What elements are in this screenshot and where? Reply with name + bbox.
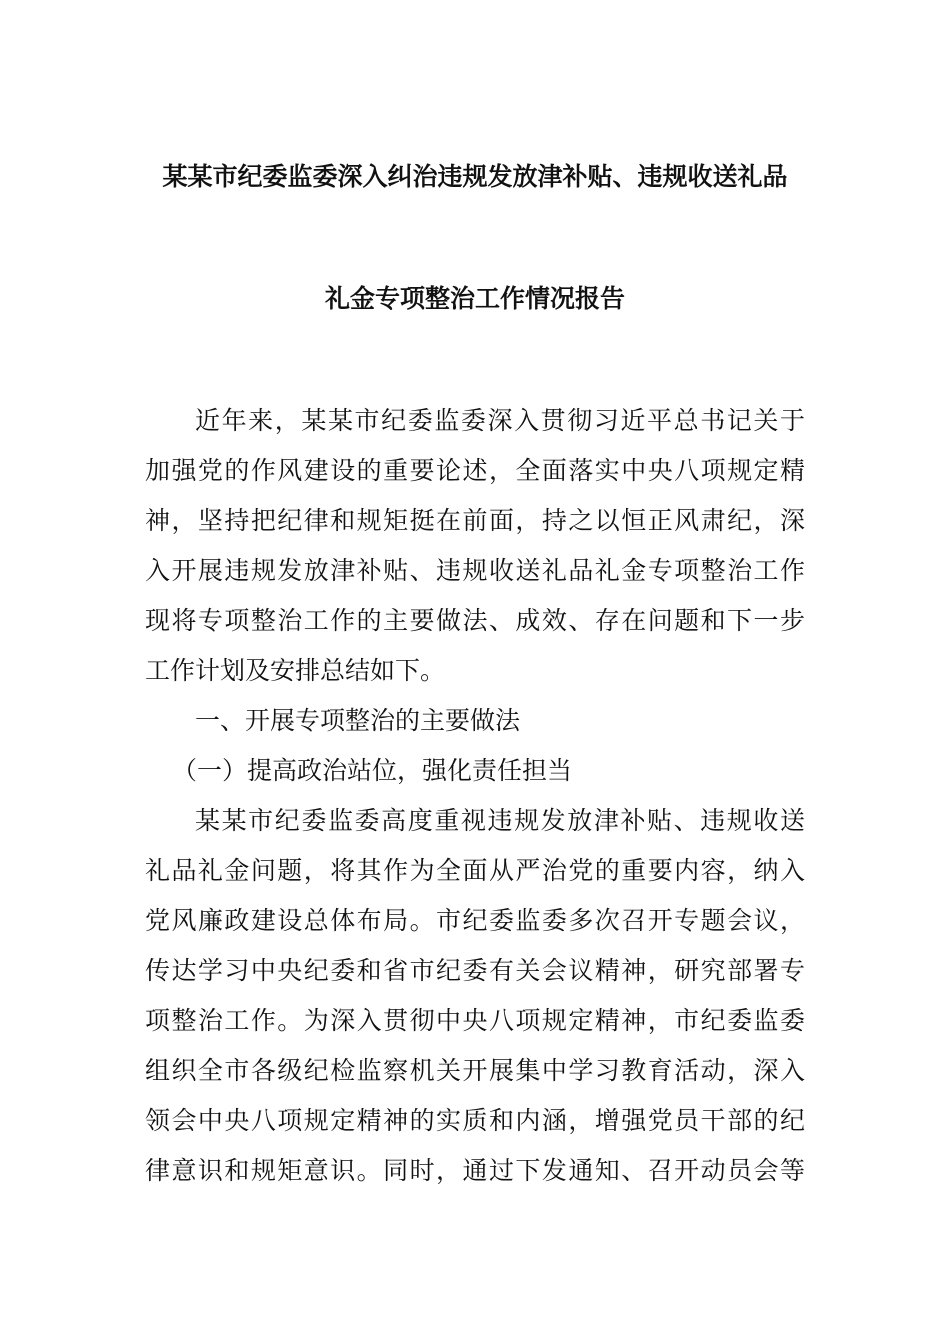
- subsection-1-heading: （一）提高政治站位，强化责任担当: [172, 756, 573, 785]
- paragraph-2-line: 传达学习中央纪委和省市纪委有关会议精神，研究部署专: [145, 956, 805, 985]
- document-title-line-2: 礼金专项整治工作情况报告: [324, 284, 625, 313]
- paragraph-2-line: 项整治工作。为深入贯彻中央八项规定精神，市纪委监委: [145, 1006, 805, 1035]
- paragraph-1-line: 工作计划及安排总结如下。: [145, 656, 446, 685]
- paragraph-2-line: 党风廉政建设总体布局。市纪委监委多次召开专题会议，: [145, 906, 805, 935]
- paragraph-2-line: 礼品礼金问题，将其作为全面从严治党的重要内容，纳入: [145, 856, 805, 885]
- paragraph-2-line: 律意识和规矩意识。同时，通过下发通知、召开动员会等: [145, 1156, 805, 1185]
- paragraph-1-line: 神，坚持把纪律和规矩挺在前面，持之以恒正风肃纪，深: [145, 506, 805, 535]
- paragraph-2-line: 某某市纪委监委高度重视违规发放津补贴、违规收送: [195, 806, 805, 835]
- paragraph-2-line: 组织全市各级纪检监察机关开展集中学习教育活动，深入: [145, 1056, 805, 1085]
- paragraph-1-line: 近年来，某某市纪委监委深入贯彻习近平总书记关于: [195, 406, 805, 435]
- paragraph-2-line: 领会中央八项规定精神的实质和内涵，增强党员干部的纪: [145, 1106, 805, 1135]
- section-1-heading: 一、开展专项整治的主要做法: [195, 706, 521, 735]
- paragraph-1-line: 加强党的作风建设的重要论述，全面落实中央八项规定精: [145, 456, 805, 485]
- paragraph-1-line: 现将专项整治工作的主要做法、成效、存在问题和下一步: [145, 606, 805, 635]
- paragraph-1-line: 入开展违规发放津补贴、违规收送礼品礼金专项整治工作: [145, 556, 805, 585]
- document-title-line-1: 某某市纪委监委深入纠治违规发放津补贴、违规收送礼品: [162, 162, 788, 191]
